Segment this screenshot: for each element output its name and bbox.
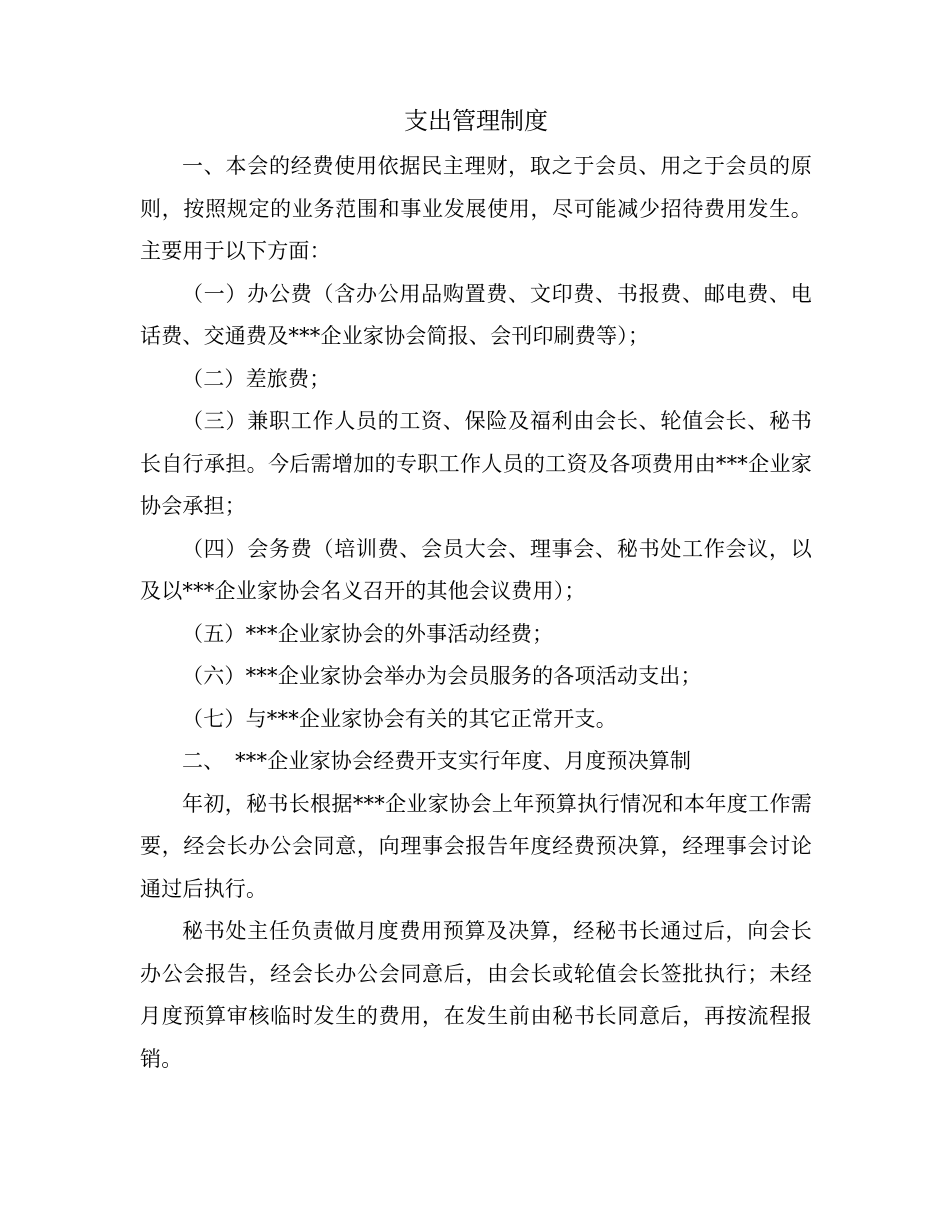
paragraph-section-1: 一、本会的经费使用依据民主理财，取之于会员、用之于会员的原则，按照规定的业务范围和事业发展使用，尽可能减少招待费用发生。主要用于以下方面： bbox=[140, 154, 812, 263]
paragraph-annual-budget: 年初，秘书长根据***企业家协会上年预算执行情况和本年度工作需要，经会长办公会同意，向理事会报告年度经费预决算，经理事会讨论通过后执行。 bbox=[140, 791, 812, 901]
paragraph-item-2: （二）差旅费； bbox=[182, 366, 331, 391]
paragraph-item-1: （一）办公费（含办公用品购置费、文印费、书报费、邮电费、电话费、交通费及***企业家协会简报、会刊印刷费等）； bbox=[140, 281, 812, 348]
paragraph-item-6: （六）***企业家协会举办为会员服务的各项活动支出； bbox=[182, 664, 702, 688]
paragraph-item-4: （四）会务费（培训费、会员大会、理事会、秘书处工作会议，以及以***企业家协会名义召开的其他会议费用）； bbox=[140, 536, 812, 603]
paragraph-item-3: （三）兼职工作人员的工资、保险及福利由会长、轮值会长、秘书长自行承担。今后需增加的专职工作人员的工资及各项费用由***企业家协会承担； bbox=[140, 409, 812, 518]
paragraph-item-7: （七）与***企业家协会有关的其它正常开支。 bbox=[182, 706, 617, 731]
paragraph-item-5: （五）***企业家协会的外事活动经费； bbox=[182, 621, 554, 646]
document-page bbox=[140, 103, 812, 1080]
paragraph-monthly-budget: 秘书处主任负责做月度费用预算及决算，经秘书长通过后，向会长办公会报告，经会长办公会同意后，由会长或轮值会长签批执行；未经月度预算审核临时发生的费用，在发生前由秘书长同意后，再按流程报销。 bbox=[140, 919, 812, 1071]
paragraph-section-2: 二、 ***企业家协会经费开支实行年度、月度预决算制 bbox=[182, 749, 692, 773]
document-title: 支出管理制度 bbox=[404, 107, 548, 135]
